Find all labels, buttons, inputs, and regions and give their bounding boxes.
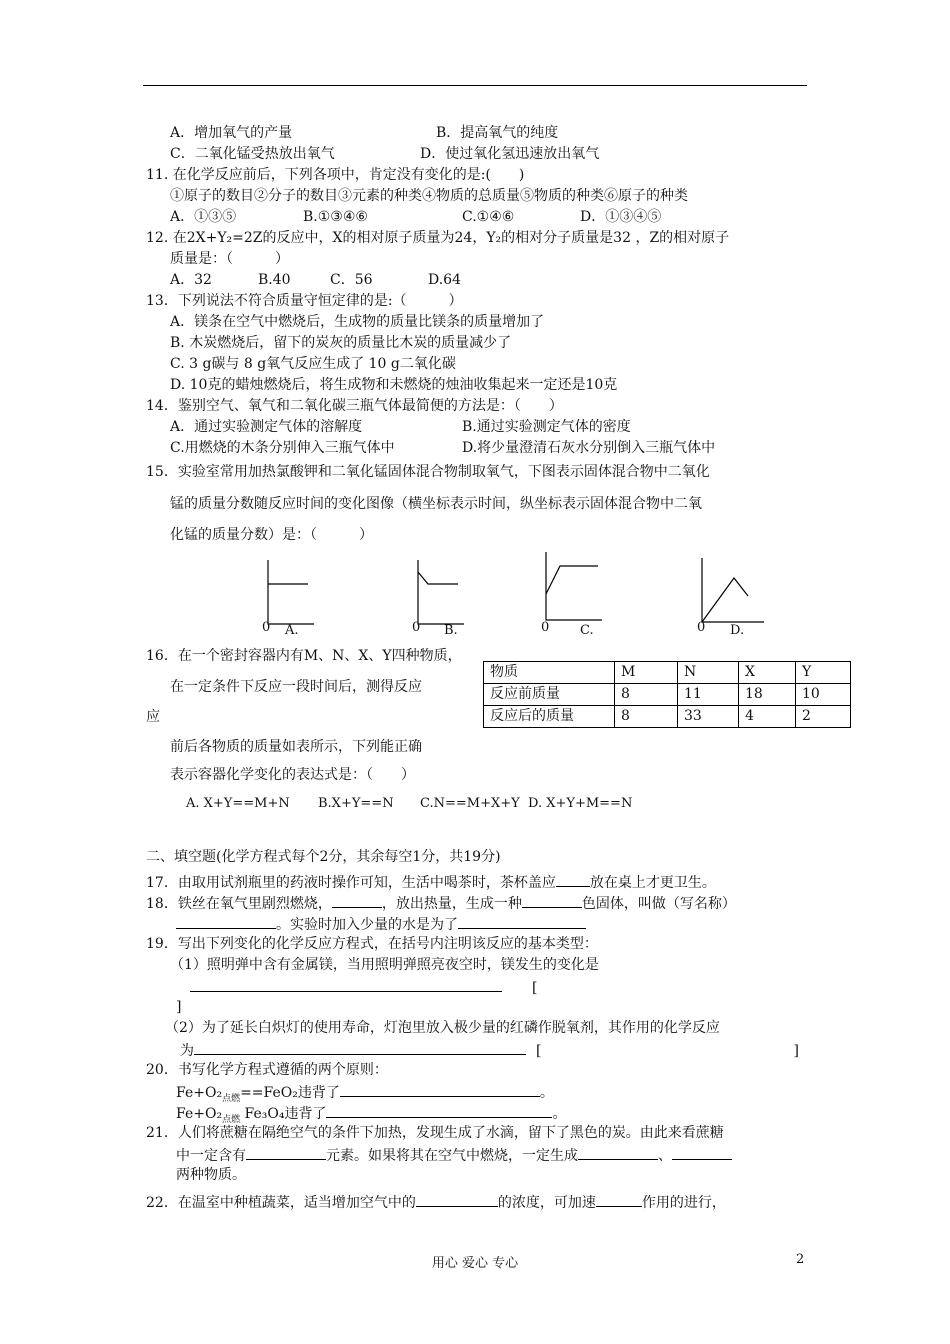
q12-option-d: D.64 bbox=[428, 272, 461, 288]
q21-line-1: 21．人们将蔗糖在隔绝空气的条件下加热，发现生成了水滴，留下了黑色的炭。由此来看蔗糖 bbox=[146, 1125, 724, 1141]
q19-part-2: （2）为了延长白炽灯的使用寿命，灯泡里放入极少量的红磷作脱氧剂，其作用的化学反应 bbox=[165, 1020, 720, 1036]
q17-blank[interactable] bbox=[556, 872, 590, 887]
q21-blank-1[interactable] bbox=[246, 1145, 326, 1160]
table-cell: 10 bbox=[796, 684, 851, 706]
q11-option-a: A．①③⑤ bbox=[170, 209, 237, 225]
q19-bracket-left-1: [ bbox=[532, 980, 538, 996]
q16-option-d: D. X+Y+M==N bbox=[528, 796, 633, 811]
q19-bracket-left-2: [ bbox=[536, 1043, 542, 1059]
q10-option-b: B．提高氧气的纯度 bbox=[436, 125, 559, 141]
q11-option-d: D．①③④⑤ bbox=[580, 209, 662, 225]
q13-option-d: D. 10克的蜡烛燃烧后，将生成物和未燃烧的烛油收集起来一定还是10克 bbox=[170, 377, 618, 393]
q22-a: 22．在温室中种植蔬菜，适当增加空气中的 bbox=[146, 1195, 416, 1211]
q13-option-c: C. 3 g碳与 8 g氧气反应生成了 10 g二氧化碳 bbox=[170, 356, 456, 372]
table-cell: Y bbox=[796, 662, 851, 684]
header-rule bbox=[143, 85, 807, 86]
q11-option-b: B.①③④⑥ bbox=[303, 209, 368, 225]
table-cell: 8 bbox=[615, 706, 678, 728]
graph-d-origin: 0 bbox=[697, 620, 706, 635]
q19-blank-2[interactable] bbox=[194, 1040, 526, 1055]
q18-blank-2[interactable] bbox=[522, 893, 582, 908]
mass-table bbox=[483, 661, 851, 728]
graph-c bbox=[540, 550, 610, 628]
q21-line-2 bbox=[176, 1145, 732, 1165]
table-cell: 物质 bbox=[484, 662, 615, 684]
q21-l2a: 中一定含有 bbox=[176, 1148, 246, 1164]
table-cell: 18 bbox=[739, 684, 796, 706]
q17-tail: 放在桌上才更卫生。 bbox=[589, 875, 716, 891]
q20-stem: 20．书写化学方程式遵循的两个原则： bbox=[146, 1062, 388, 1078]
q21-l2c: 、 bbox=[658, 1148, 672, 1164]
graph-a-origin: 0 bbox=[262, 620, 271, 635]
q21-blank-2[interactable] bbox=[578, 1145, 658, 1160]
q20-eq2-c: Fe₃O₄违背了 bbox=[240, 1106, 327, 1122]
page-number: 2 bbox=[796, 1252, 805, 1267]
q18 bbox=[146, 893, 736, 913]
graph-d bbox=[696, 556, 770, 630]
q14-option-b: B.通过实验测定气体的密度 bbox=[462, 419, 631, 435]
q16-option-c: C.N==M+X+Y bbox=[420, 796, 520, 811]
table-cell: X bbox=[739, 662, 796, 684]
q12-option-a: A．32 bbox=[170, 272, 212, 288]
q12-option-c: C．56 bbox=[330, 272, 373, 288]
q19-part-2-answer bbox=[180, 1040, 799, 1060]
q11-items: ①原子的数目②分子的数目③元素的种类④物质的总质量⑤物质的种类⑥原子的种类 bbox=[170, 188, 688, 204]
table-row bbox=[484, 706, 851, 728]
q18-text: 18．铁丝在氧气里剧烈燃烧， bbox=[146, 896, 332, 912]
q16-line-3: 应 bbox=[146, 709, 160, 725]
q14-stem: 14．鉴别空气、氧气和二氧化碳三瓶气体最简便的方法是：（ ） bbox=[146, 398, 563, 414]
q13-option-b: B. 木炭燃烧后，留下的炭灰的质量比木炭的质量减少了 bbox=[170, 335, 512, 351]
q18-blank-1[interactable] bbox=[332, 893, 382, 908]
q22-blank-2[interactable] bbox=[596, 1192, 642, 1207]
q18-mid: ，放出热量，生成一种 bbox=[381, 896, 522, 912]
q21-line-3: 两种物质。 bbox=[176, 1167, 246, 1183]
q12-option-b: B.40 bbox=[258, 272, 291, 288]
table-row bbox=[484, 684, 851, 706]
graph-b-origin: 0 bbox=[412, 620, 421, 635]
q20-eq1-a: Fe+O₂ bbox=[176, 1085, 223, 1101]
q19-part-1-answer bbox=[190, 977, 537, 997]
q22-blank-1[interactable] bbox=[416, 1192, 498, 1207]
q21-blank-3[interactable] bbox=[672, 1145, 732, 1160]
graph-b bbox=[412, 558, 472, 630]
q20-blank-1[interactable] bbox=[340, 1082, 540, 1097]
q19-part-2-prefix: 为 bbox=[180, 1043, 194, 1059]
q13-stem: 13．下列说法不符合质量守恒定律的是:（ ） bbox=[146, 293, 463, 309]
section-2-heading: 二、填空题(化学方程式每个2分，其余每空1分，共19分) bbox=[146, 849, 501, 865]
graph-c-origin: 0 bbox=[541, 620, 550, 635]
q18-line2-tail: 。实验时加入少量的水是为了 bbox=[276, 917, 458, 933]
q10-option-c: C．二氧化锰受热放出氧气 bbox=[170, 146, 335, 162]
q16-option-b: B.X+Y==N bbox=[318, 796, 394, 811]
q16-line-1: 16．在一个密封容器内有M、N、X、Y四种物质， bbox=[146, 648, 462, 664]
q16-line-4: 前后各物质的质量如表所示，下列能正确 bbox=[170, 739, 422, 755]
q17-text: 17．由取用试剂瓶里的药液时操作可知，生活中喝茶时，茶杯盖应 bbox=[146, 875, 556, 891]
q22-c: 作用的进行， bbox=[641, 1195, 726, 1211]
table-cell: 2 bbox=[796, 706, 851, 728]
graph-c-label: C. bbox=[580, 623, 594, 638]
q20-eq1-c: ==FeO₂违背了 bbox=[240, 1085, 340, 1101]
q11-stem: 11. 在化学反应前后，下列各项中，肯定没有变化的是:( ) bbox=[146, 167, 525, 183]
table-header-row bbox=[484, 662, 851, 684]
q15-line-2: 锰的质量分数随反应时间的变化图像（横坐标表示时间，纵坐标表示固体混合物中二氧 bbox=[170, 496, 702, 512]
q19-bracket-right-1: ] bbox=[176, 999, 182, 1015]
graph-b-label: B. bbox=[444, 623, 458, 638]
q19-bracket-right-2: ] bbox=[793, 1043, 799, 1059]
q20-eq2-a: Fe+O₂ bbox=[176, 1106, 223, 1122]
graph-a bbox=[262, 558, 322, 630]
table-cell: M bbox=[615, 662, 678, 684]
q16-line-5: 表示容器化学变化的表达式是：（ ） bbox=[170, 767, 415, 783]
q16-option-a: A. X+Y==M+N bbox=[186, 796, 290, 811]
q12-stem-2: 质量是：（ ） bbox=[170, 251, 289, 267]
q16-line-2: 在一定条件下反应一段时间后，测得反应 bbox=[170, 679, 422, 695]
q19-blank-1[interactable] bbox=[190, 977, 502, 992]
footer-text: 用心 爱心 专心 bbox=[431, 1256, 519, 1271]
table-cell: N bbox=[678, 662, 739, 684]
q10-option-a: A．增加氧气的产量 bbox=[170, 125, 293, 141]
q14-option-a: A．通过实验测定气体的溶解度 bbox=[170, 419, 363, 435]
q14-option-d: D.将少量澄清石灰水分别倒入三瓶气体中 bbox=[462, 440, 716, 456]
q17 bbox=[146, 872, 716, 892]
q20-end-1: 。 bbox=[539, 1085, 554, 1101]
q10-option-d: D．使过氧化氢迅速放出氧气 bbox=[420, 146, 600, 162]
table-cell: 反应前质量 bbox=[484, 684, 615, 706]
q15-line-1: 15．实验室常用加热氯酸钾和二氧化锰固体混合物制取氧气，下图表示固体混合物中二氧化 bbox=[146, 464, 710, 480]
q12-stem: 12. 在2X+Y₂=2Z的反应中，X的相对原子质量为24，Y₂的相对分子质量是32 ，Z的相对原子 bbox=[146, 230, 730, 246]
q22 bbox=[146, 1192, 726, 1212]
graph-d-label: D. bbox=[730, 623, 745, 638]
q18-blank-4[interactable] bbox=[458, 914, 586, 929]
q20-eq2-condition: 点燃 bbox=[222, 1114, 241, 1125]
table-cell: 4 bbox=[739, 706, 796, 728]
q20-eq1-condition: 点燃 bbox=[222, 1093, 241, 1104]
table-cell: 33 bbox=[678, 706, 739, 728]
q20-end-2: 。 bbox=[552, 1106, 567, 1122]
q22-b: 的浓度，可加速 bbox=[497, 1195, 596, 1211]
q11-option-c: C.①④⑥ bbox=[462, 209, 515, 225]
q21-l2b: 元素。如果将其在空气中燃烧，一定生成 bbox=[326, 1148, 578, 1164]
table-cell: 8 bbox=[615, 684, 678, 706]
q13-option-a: A．镁条在空气中燃烧后，生成物的质量比镁条的质量增加了 bbox=[170, 314, 545, 330]
table-cell: 反应后的质量 bbox=[484, 706, 615, 728]
q19-part-1: （1）照明弹中含有金属镁，当用照明弹照亮夜空时，镁发生的变化是 bbox=[170, 957, 599, 973]
q18-line-2 bbox=[176, 914, 586, 934]
q19-stem: 19．写出下列变化的化学反应方程式，在括号内注明该反应的基本类型： bbox=[146, 936, 598, 952]
q18-tail: 色固体，叫做（写名称） bbox=[581, 896, 736, 912]
q20-blank-2[interactable] bbox=[326, 1103, 552, 1118]
q15-line-3: 化锰的质量分数）是：（ ） bbox=[170, 527, 373, 543]
table-cell: 11 bbox=[678, 684, 739, 706]
graph-a-label: A. bbox=[285, 623, 299, 638]
q18-blank-3[interactable] bbox=[176, 914, 276, 929]
q14-option-c: C.用燃烧的木条分别伸入三瓶气体中 bbox=[170, 440, 395, 456]
